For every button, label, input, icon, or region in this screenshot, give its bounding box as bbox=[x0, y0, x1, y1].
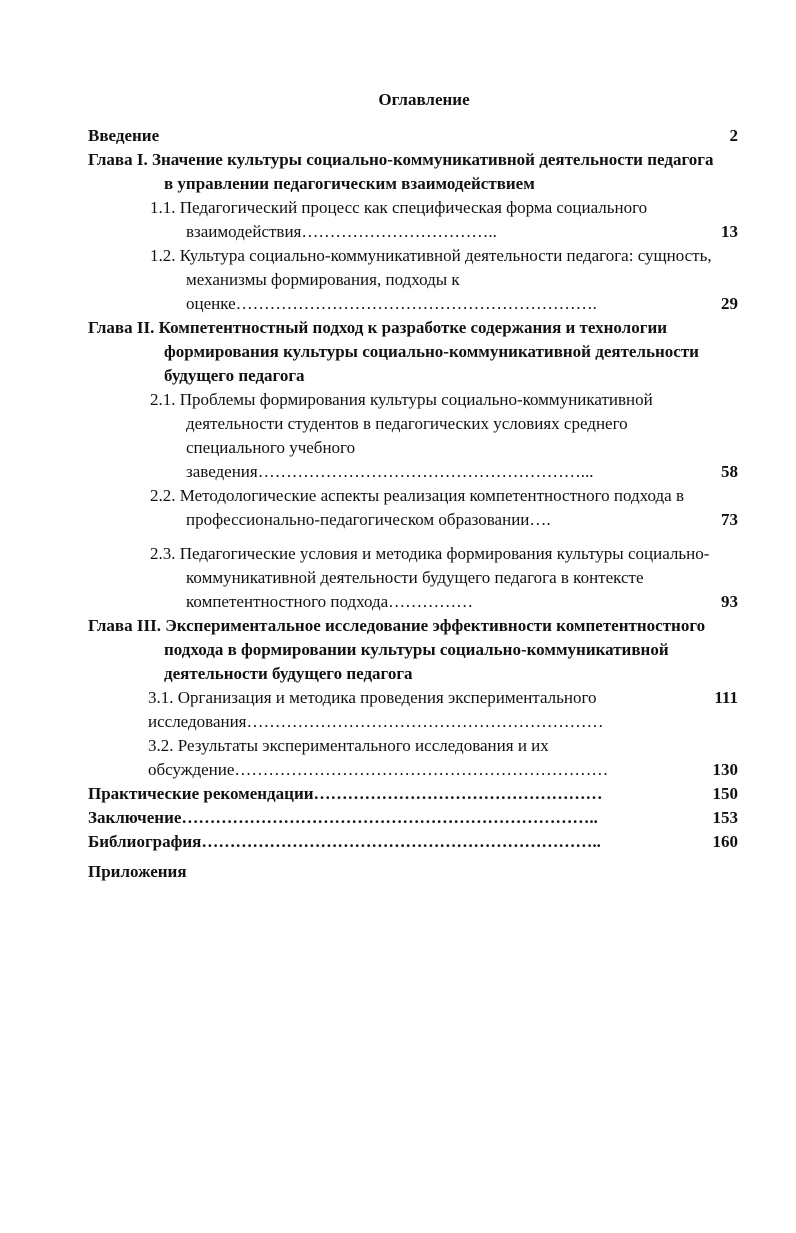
toc-entry-text: Практические рекомендации…………………………………………… bbox=[88, 784, 603, 803]
toc-entry-section-3-1[interactable] bbox=[148, 686, 740, 734]
toc-entry-chapter-1[interactable] bbox=[88, 148, 740, 196]
page-title: Оглавление bbox=[378, 90, 470, 109]
toc-entry-text: Глава II. Компетентностный подход к разработке содержания и технологии формирования культуры социально-коммуникативной деятельности будущего педагога bbox=[88, 318, 699, 385]
toc-entry-text: 1.1. Педагогический процесс как специфическая форма социального взаимодействия…………………………….. bbox=[150, 198, 648, 241]
toc-entry-appendices[interactable] bbox=[88, 860, 740, 884]
toc-page-number: 111 bbox=[714, 688, 738, 707]
toc-page-number: 160 bbox=[712, 832, 738, 851]
toc-entry-section-1-2[interactable] bbox=[150, 244, 740, 316]
toc-entry-text: Приложения bbox=[88, 862, 187, 881]
toc-entry-text: Глава III. Экспериментальное исследование эффективности компетентностного подхода в формировании культуры социально-коммуникативной деятельности будущего педагога bbox=[88, 616, 706, 683]
toc-page-number: 73 bbox=[721, 510, 738, 529]
toc-entry-section-1-1[interactable] bbox=[150, 196, 740, 244]
toc-entry-text: 3.1. Организация и методика проведения экспериментального исследования……………………………………………………… bbox=[148, 688, 604, 731]
toc-page-number: 153 bbox=[712, 808, 738, 827]
toc-page-number: 29 bbox=[721, 294, 738, 313]
toc-page-number: 150 bbox=[712, 784, 738, 803]
toc-entry-chapter-3[interactable] bbox=[88, 614, 740, 686]
toc-entry-conclusion[interactable] bbox=[88, 806, 740, 830]
toc-entry-text: 2.2. Методологические аспекты реализация компетентностного подхода в профессионально-педагогическом образовании…. bbox=[150, 486, 684, 529]
toc-page-number: 58 bbox=[721, 462, 738, 481]
toc-page-number: 2 bbox=[729, 126, 738, 145]
toc-entry-text: Заключение……………………………………………………………….. bbox=[88, 808, 598, 827]
toc-entry-chapter-2[interactable] bbox=[88, 316, 740, 388]
toc-entry-text: Библиография…………………………………………………………….. bbox=[88, 832, 601, 851]
toc-entry-text: 1.2. Культура социально-коммуникативной деятельности педагога: сущность, механизмы формирования, подходы к оценке………………………………………………………. bbox=[150, 246, 712, 313]
toc-entry-text: Введение bbox=[88, 126, 160, 145]
toc-entry-text: 2.3. Педагогические условия и методика формирования культуры социально-коммуникативной деятельности будущего педагога в контексте компетентностного подхода…………… bbox=[150, 544, 710, 611]
spacer bbox=[88, 532, 740, 542]
toc-entry-section-3-2[interactable] bbox=[148, 734, 740, 782]
toc-entry-section-2-2[interactable] bbox=[150, 484, 740, 532]
toc-entry-bibliography[interactable] bbox=[88, 830, 740, 854]
toc-entry-practical-recommendations[interactable] bbox=[88, 782, 740, 806]
toc-page-number: 93 bbox=[721, 592, 738, 611]
table-of-contents bbox=[88, 124, 740, 884]
toc-entry-section-2-1[interactable] bbox=[150, 388, 740, 484]
toc-page-number: 130 bbox=[712, 760, 738, 779]
toc-entry-text: Глава I. Значение культуры социально-коммуникативной деятельности педагога в управлении педагогическим взаимодействием bbox=[88, 150, 714, 193]
toc-entry-text: 3.2. Результаты экспериментального исследования и их обсуждение………………………………………………………… bbox=[148, 736, 609, 779]
toc-entry-introduction[interactable] bbox=[88, 124, 740, 148]
toc-entry-section-2-3[interactable] bbox=[150, 542, 740, 614]
toc-page-number: 13 bbox=[721, 222, 738, 241]
toc-entry-text: 2.1. Проблемы формирования культуры социально-коммуникативной деятельности студентов в педагогических условиях среднего специального учебного заведения…………………………………………………... bbox=[150, 390, 653, 481]
